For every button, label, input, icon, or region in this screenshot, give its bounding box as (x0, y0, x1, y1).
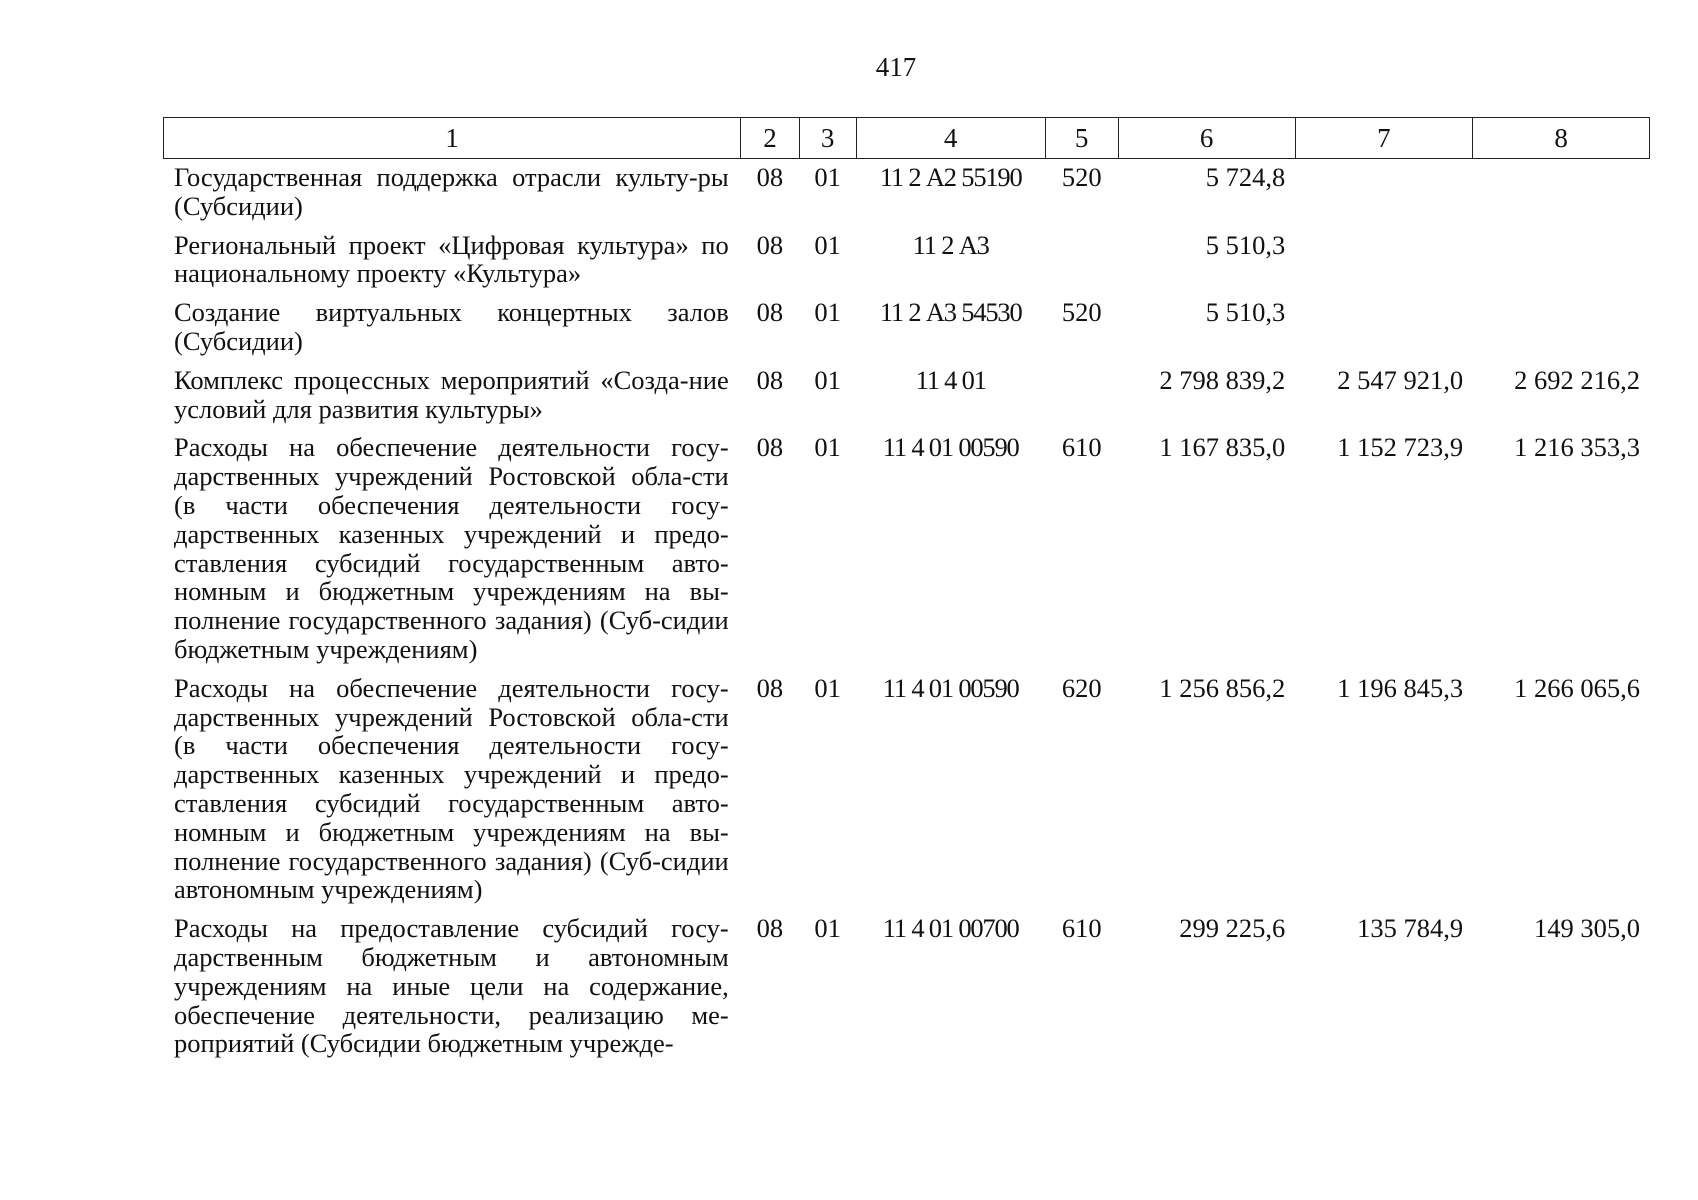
row-value-col7: 2 547 921,0 (1337, 364, 1464, 395)
row-name: Региональный проект «Цифровая культура» по национальному проекту «Культура» (174, 229, 729, 289)
row-subsection: 01 (814, 672, 841, 703)
header-cell-5: 5 (1045, 118, 1118, 159)
row-value-col8 (1473, 163, 1650, 231)
row-target-code: 11 4 01 (915, 364, 986, 395)
row-section: 08 (756, 432, 784, 463)
header-cell-2: 2 (741, 118, 799, 159)
table-row (163, 366, 1650, 434)
table-row (163, 433, 1650, 673)
row-section: 08 (756, 297, 784, 328)
header-cell-3: 3 (799, 118, 856, 159)
row-subsection: 01 (814, 364, 841, 395)
row-value-col7: 135 784,9 (1357, 913, 1464, 944)
row-expense-type: 610 (1061, 913, 1102, 944)
header-cell-1: 1 (164, 118, 741, 159)
row-name: Расходы на обеспечение деятельности госу-дарственных учреждений Ростовской обла-сти (в части обеспечения деятельности госу-дарственных казенных учреждений и предо-ставления субсидий государственным авто-номным и бюджетным учреждениям на вы-полнение государственного задания) (Суб-сидии бюджетным учреждениям) (174, 432, 729, 664)
row-value-col6: 1 256 856,2 (1159, 672, 1286, 703)
column-number-header (163, 117, 1650, 159)
row-expense-type (1045, 231, 1118, 299)
budget-table (163, 163, 1650, 1068)
row-target-code: 11 2 А3 54530 (879, 297, 1022, 328)
row-subsection: 01 (814, 229, 841, 260)
row-value-col7 (1295, 298, 1473, 366)
row-section: 08 (756, 913, 784, 944)
row-value-col6: 5 510,3 (1205, 297, 1286, 328)
row-section: 08 (756, 672, 784, 703)
header-cell-8: 8 (1473, 118, 1650, 159)
row-value-col8: 2 692 216,2 (1514, 364, 1640, 395)
header-cell-7: 7 (1295, 118, 1473, 159)
row-section: 08 (756, 229, 784, 260)
row-section: 08 (756, 364, 784, 395)
row-value-col8: 1 266 065,6 (1514, 672, 1640, 703)
table-row (163, 298, 1650, 366)
row-name: Государственная поддержка отрасли культу-ры (Субсидии) (174, 162, 729, 221)
row-value-col6: 5 510,3 (1205, 229, 1286, 260)
table-row (163, 231, 1650, 299)
row-value-col8: 1 216 353,3 (1514, 432, 1640, 463)
row-name: Расходы на предоставление субсидий госу-дарственным бюджетным и автономным учреждениям на иные цели на содержание, обеспечение деятельности, реализацию ме-роприятий (Субсидии бюджетным учрежде- (174, 913, 729, 1059)
row-expense-type: 610 (1061, 432, 1102, 463)
row-subsection: 01 (814, 297, 841, 328)
row-value-col8: 149 305,0 (1534, 913, 1640, 944)
row-value-col6: 5 724,8 (1205, 162, 1286, 192)
page-number: 417 (875, 52, 917, 82)
row-value-col7 (1295, 231, 1473, 299)
table-row (163, 163, 1650, 231)
row-expense-type: 520 (1061, 297, 1102, 328)
row-subsection: 01 (814, 162, 841, 192)
row-value-col6: 299 225,6 (1179, 913, 1286, 944)
row-subsection: 01 (814, 432, 841, 463)
row-value-col8 (1473, 298, 1650, 366)
row-expense-type: 620 (1061, 672, 1102, 703)
row-expense-type: 520 (1061, 162, 1102, 192)
table-body (163, 163, 1650, 1068)
row-value-col7: 1 196 845,3 (1337, 672, 1464, 703)
row-target-code: 11 2 А2 55190 (879, 162, 1022, 192)
row-value-col8 (1473, 231, 1650, 299)
row-expense-type (1045, 366, 1118, 434)
row-name: Создание виртуальных концертных залов (Субсидии) (174, 297, 729, 356)
row-subsection: 01 (814, 913, 841, 944)
table-row (163, 674, 1650, 914)
row-name: Комплекс процессных мероприятий «Созда-ние условий для развития культуры» (174, 364, 729, 424)
row-name: Расходы на обеспечение деятельности госу-дарственных учреждений Ростовской обла-сти (в части обеспечения деятельности госу-дарственных казенных учреждений и предо-ставления субсидий государственным авто-номным и бюджетным учреждениям на вы-полнение государственного задания) (Суб-сидии автономным учреждениям) (174, 672, 729, 905)
row-value-col7: 1 152 723,9 (1337, 432, 1464, 463)
header-cell-6: 6 (1118, 118, 1295, 159)
row-target-code: 11 4 01 00590 (882, 432, 1019, 463)
row-target-code: 11 4 01 00700 (882, 913, 1019, 944)
row-target-code: 11 4 01 00590 (882, 672, 1019, 703)
row-value-col6: 2 798 839,2 (1159, 364, 1286, 395)
row-value-col6: 1 167 835,0 (1159, 432, 1286, 463)
row-section: 08 (756, 162, 784, 192)
row-target-code: 11 2 А3 (912, 229, 989, 260)
table-row (163, 914, 1650, 1068)
header-row (164, 118, 1650, 159)
header-cell-4: 4 (856, 118, 1045, 159)
row-value-col7 (1295, 163, 1473, 231)
